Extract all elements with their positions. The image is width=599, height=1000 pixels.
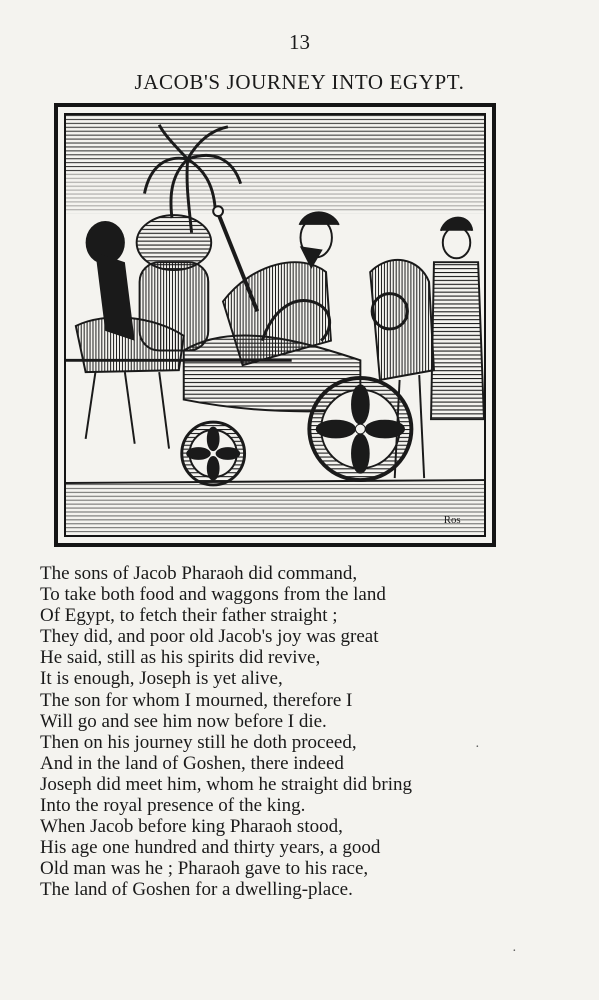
verse-line: Of Egypt, to fetch their father straight ; (40, 605, 338, 627)
verse-line: Old man was he ; Pharaoh gave to his race, (40, 858, 369, 880)
verse-block (40, 563, 570, 901)
page-number: 13 (289, 30, 310, 54)
verse-line: It is enough, Joseph is yet alive, (40, 668, 283, 690)
sky (66, 115, 484, 174)
verse-line: His age one hundred and thirty years, a good (40, 837, 381, 859)
verse-line: The sons of Jacob Pharaoh did command, (40, 563, 358, 584)
print-speck: · (512, 944, 517, 959)
verse-line: The son for whom I mourned, therefore I (40, 689, 353, 711)
verse-line: He said, still as his spirits did revive, (40, 647, 321, 669)
verse-line: The land of Goshen for a dwelling-place. (40, 879, 353, 901)
woodcut-illustration (54, 103, 496, 547)
ground (66, 483, 484, 535)
engraver-signature: Ros (443, 514, 461, 527)
print-speck: · (475, 740, 480, 755)
verse-line: To take both food and waggons from the land (40, 584, 386, 606)
attendant-figure (431, 218, 484, 420)
verse-line: And in the land of Goshen, there indeed (40, 752, 344, 774)
verse-line: Joseph did meet him, whom he straight did bring (40, 773, 413, 795)
woodcut-scene (66, 115, 484, 535)
verse-line: When Jacob before king Pharaoh stood, (40, 816, 343, 838)
verse-line: They did, and poor old Jacob's joy was great (40, 626, 379, 648)
verse-line: Then on his journey still he doth proceed, (40, 731, 357, 753)
small-wheel (182, 422, 245, 485)
page-title: JACOB'S JOURNEY INTO EGYPT. (134, 70, 465, 94)
verse-line: Into the royal presence of the king. (40, 795, 306, 817)
verse-line: Will go and see him now before I die. (40, 710, 327, 732)
